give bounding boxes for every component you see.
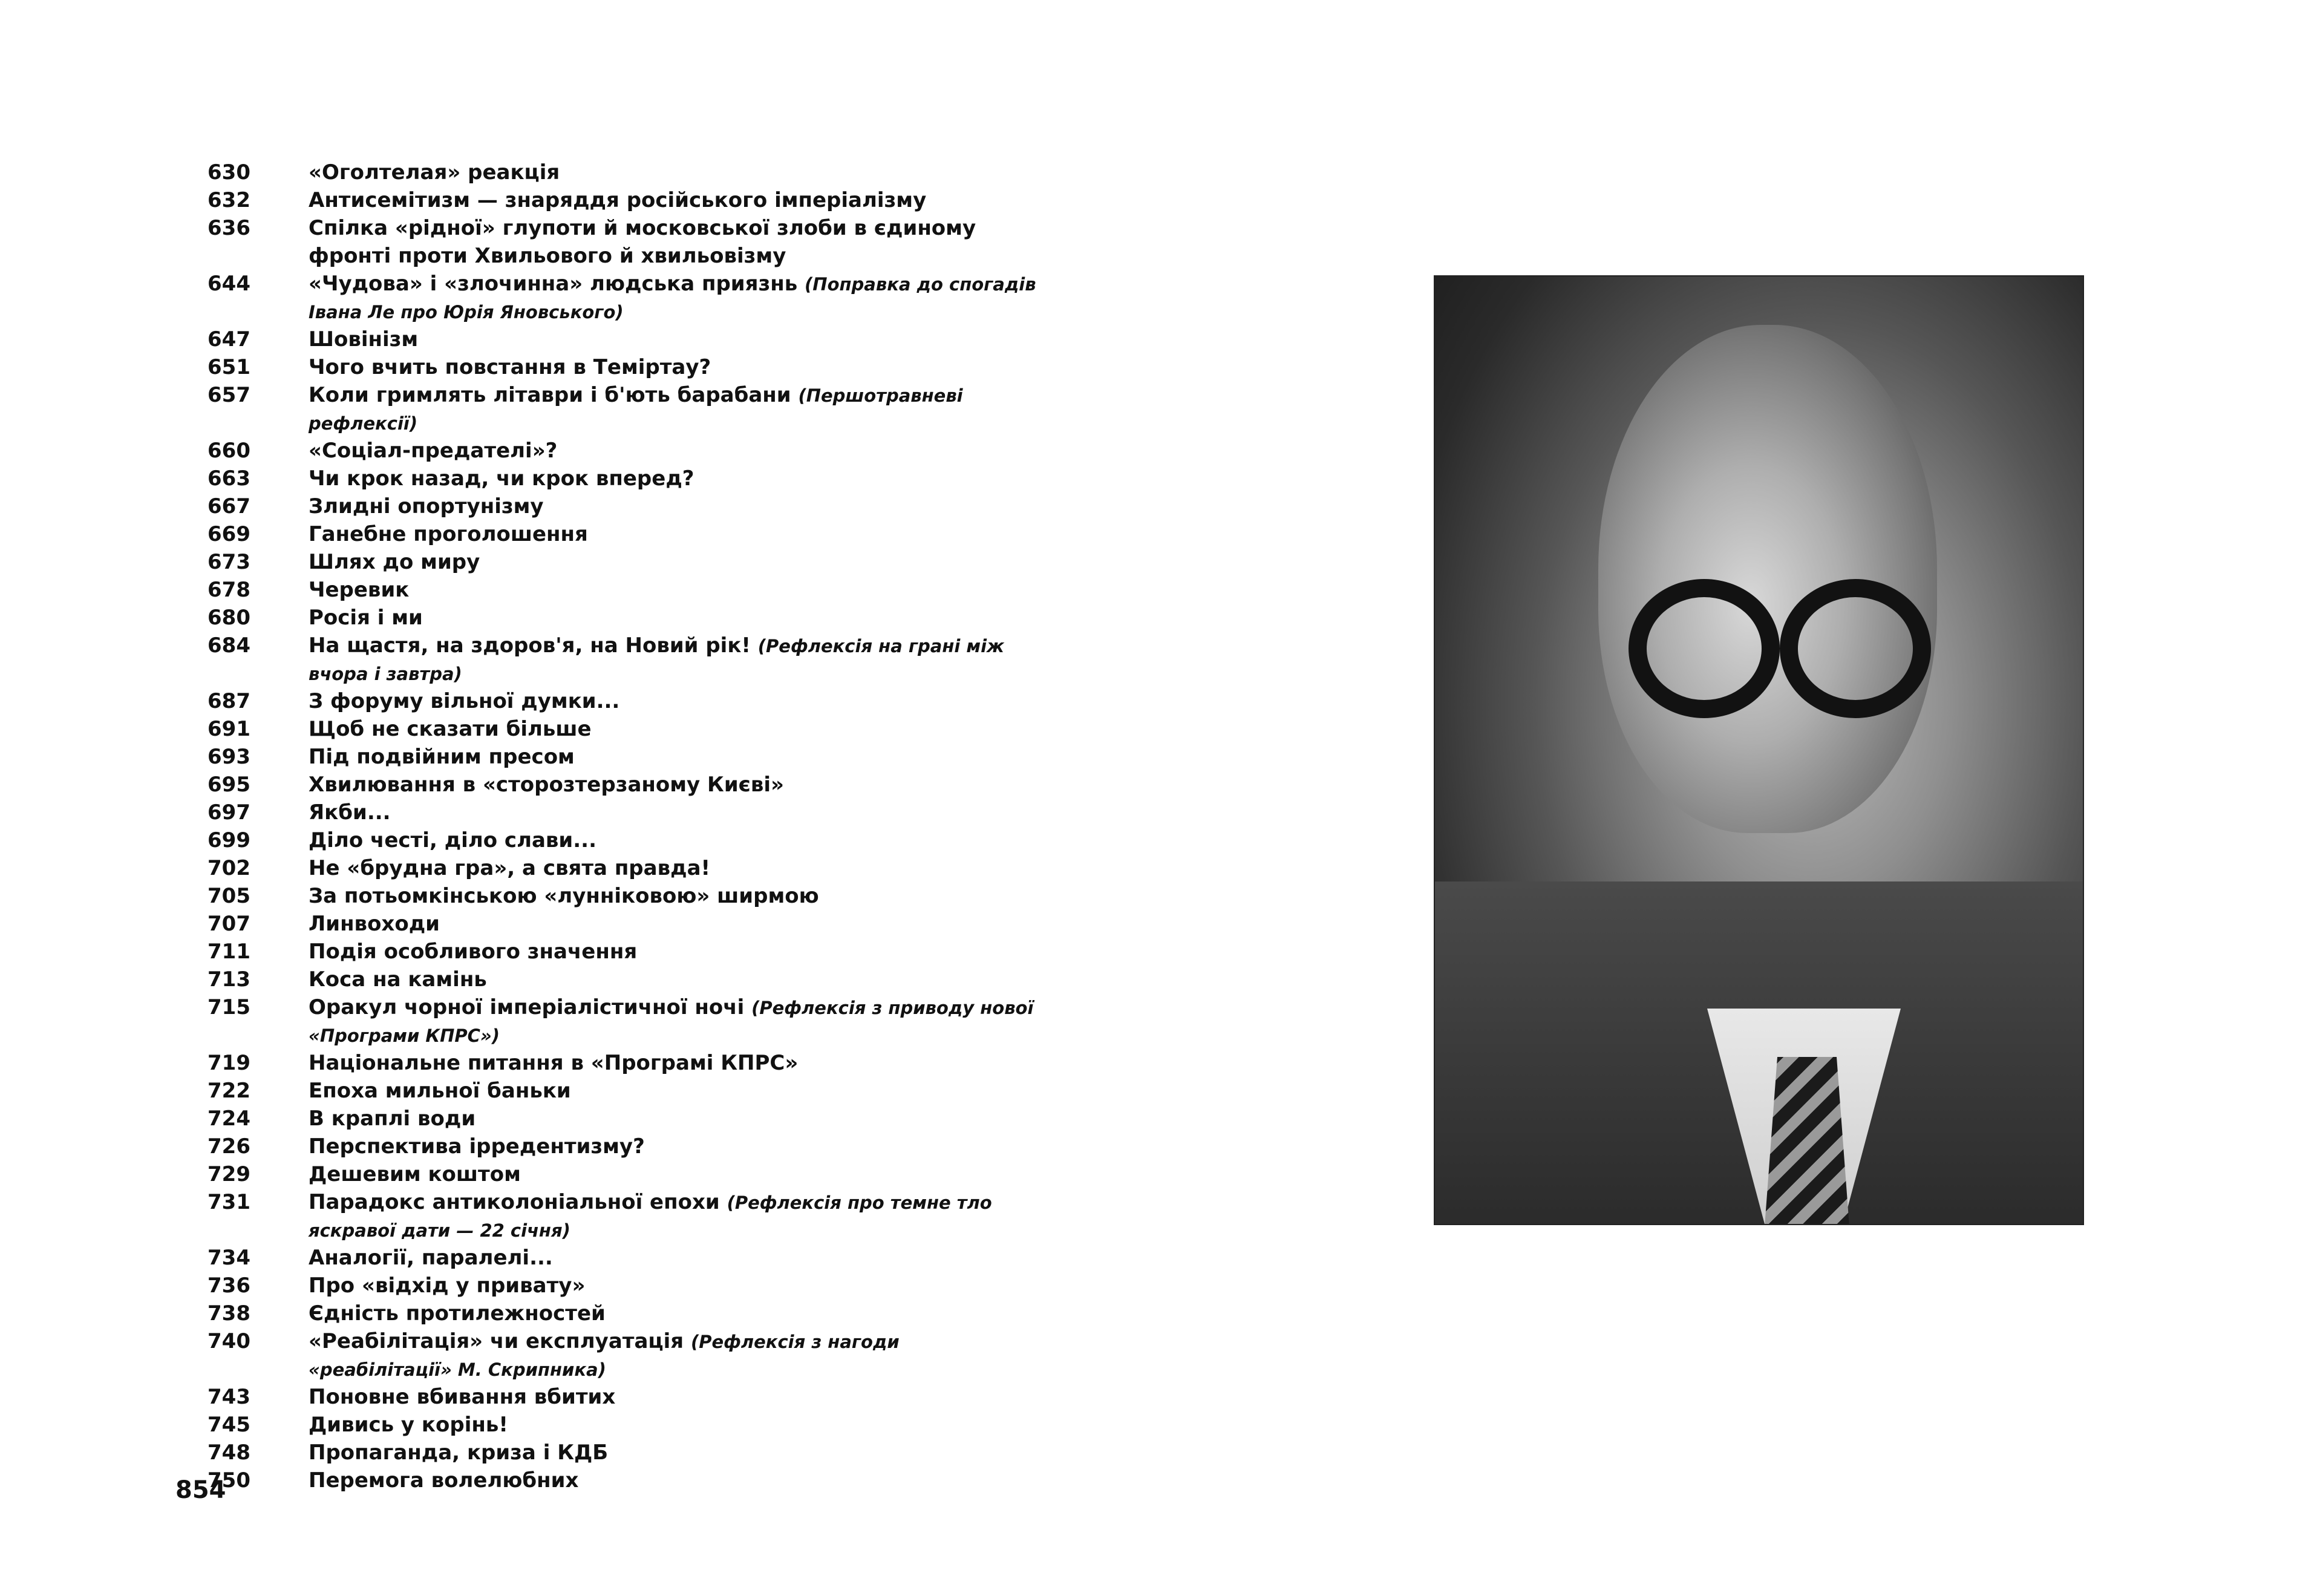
toc-title bbox=[309, 1244, 1036, 1272]
toc-title bbox=[309, 1188, 1036, 1244]
toc-title bbox=[309, 771, 1036, 799]
toc-title bbox=[309, 1077, 1036, 1105]
toc-subtitle: (Рефлексія про темне тло яскравої дати — 22 січня) bbox=[309, 1192, 992, 1241]
toc-title bbox=[309, 1272, 1036, 1300]
toc-page-number: 669 bbox=[207, 522, 250, 546]
toc-page-number: 695 bbox=[207, 773, 250, 797]
toc-entry bbox=[207, 743, 1036, 771]
toc-title-text: Епоха мильної баньки bbox=[309, 1079, 571, 1103]
toc-page-number: 630 bbox=[207, 160, 250, 185]
toc-page-number: 657 bbox=[207, 383, 250, 407]
toc-page-number: 743 bbox=[207, 1385, 250, 1409]
toc-page-number: 707 bbox=[207, 912, 250, 936]
toc-page-number: 731 bbox=[207, 1190, 250, 1214]
toc-entry bbox=[207, 270, 1036, 325]
toc-title bbox=[309, 910, 1036, 938]
toc-entry bbox=[207, 1188, 1036, 1244]
toc-page-number: 644 bbox=[207, 272, 250, 296]
toc-title bbox=[309, 325, 1036, 353]
toc-page-number: 750 bbox=[207, 1468, 250, 1493]
toc-title bbox=[309, 1133, 1036, 1160]
toc-title bbox=[309, 353, 1036, 381]
toc-title-text: В краплі води bbox=[309, 1107, 476, 1131]
toc-page-number: 722 bbox=[207, 1079, 250, 1103]
toc-title bbox=[309, 1160, 1036, 1188]
toc-title bbox=[309, 1327, 1036, 1383]
toc-page-number: 667 bbox=[207, 494, 250, 518]
toc-title bbox=[309, 604, 1036, 632]
toc-title-text: Якби... bbox=[309, 800, 391, 825]
toc-title-text: Пропаганда, криза і КДБ bbox=[309, 1441, 609, 1465]
toc-title-text: Подія особливого значення bbox=[309, 940, 638, 964]
toc-title bbox=[309, 1383, 1036, 1411]
toc-title-text: Єдність протилежностей bbox=[309, 1301, 606, 1326]
toc-page-number: 705 bbox=[207, 884, 250, 908]
toc-title bbox=[309, 437, 1036, 465]
toc-entry bbox=[207, 604, 1036, 632]
toc-entry bbox=[207, 826, 1036, 854]
toc-entry bbox=[207, 1411, 1036, 1439]
toc-title bbox=[309, 687, 1036, 715]
toc-page-number: 713 bbox=[207, 967, 250, 992]
toc-title bbox=[309, 1105, 1036, 1133]
toc-title-text: Антисемітизм — знаряддя російського імперіалізму bbox=[309, 188, 927, 212]
toc-title-text: Линвоходи bbox=[309, 912, 440, 936]
toc-title-text: Перспектива ірредентизму? bbox=[309, 1134, 645, 1159]
toc-entry bbox=[207, 1160, 1036, 1188]
toc-page-number: 684 bbox=[207, 633, 250, 658]
toc-entry bbox=[207, 1327, 1036, 1383]
toc-entry bbox=[207, 186, 1036, 214]
toc-entry bbox=[207, 520, 1036, 548]
toc-title-text: За потьомкінською «лунніковою» ширмою bbox=[309, 884, 819, 908]
toc-subtitle: (Рефлексія на грані між вчора і завтра) bbox=[309, 636, 1004, 684]
toc-entry bbox=[207, 353, 1036, 381]
toc-title bbox=[309, 826, 1036, 854]
toc-entry bbox=[207, 1383, 1036, 1411]
toc-entry bbox=[207, 381, 1036, 437]
toc-page-number: 736 bbox=[207, 1274, 250, 1298]
toc-page-number: 691 bbox=[207, 717, 250, 741]
toc-title-text: Парадокс антиколоніальної епохи bbox=[309, 1190, 720, 1214]
toc-title bbox=[309, 159, 1036, 186]
toc-page-number: 687 bbox=[207, 689, 250, 713]
toc-entry bbox=[207, 492, 1036, 520]
toc-page-number: 740 bbox=[207, 1329, 250, 1353]
toc-title bbox=[309, 1467, 1036, 1494]
toc-entry bbox=[207, 548, 1036, 576]
toc-page-number: 663 bbox=[207, 466, 250, 491]
toc-title-text: Аналогії, паралелі... bbox=[309, 1246, 553, 1270]
toc-title-text: Не «брудна гра», а свята правда! bbox=[309, 856, 711, 880]
toc-entry bbox=[207, 465, 1036, 492]
toc-title bbox=[309, 548, 1036, 576]
toc-title-text: Шлях до миру bbox=[309, 550, 480, 574]
toc-title-text: Чи крок назад, чи крок вперед? bbox=[309, 466, 694, 491]
toc-page-number: 651 bbox=[207, 355, 250, 379]
toc-title bbox=[309, 799, 1036, 826]
toc-entry bbox=[207, 966, 1036, 993]
toc-title-text: Перемога волелюбних bbox=[309, 1468, 579, 1493]
toc-title-text: З форуму вільної думки... bbox=[309, 689, 620, 713]
toc-entry bbox=[207, 1300, 1036, 1327]
toc-title bbox=[309, 1439, 1036, 1467]
portrait-tie bbox=[1765, 1057, 1849, 1225]
toc-title bbox=[309, 743, 1036, 771]
toc-title-text: Хвилювання в «сторозтерзаному Києві» bbox=[309, 773, 784, 797]
toc-page-number: 738 bbox=[207, 1301, 250, 1326]
toc-title-text: Під подвійним пресом bbox=[309, 745, 575, 769]
toc-page-number: 719 bbox=[207, 1051, 250, 1075]
toc-subtitle: (Рефлексія з приводу нової «Програми КПРС») bbox=[309, 998, 1034, 1046]
toc-page-number: 702 bbox=[207, 856, 250, 880]
toc-entry bbox=[207, 1077, 1036, 1105]
toc-title-text: «Соціал-предателі»? bbox=[309, 439, 558, 463]
toc-entry bbox=[207, 938, 1036, 966]
toc-title bbox=[309, 576, 1036, 604]
toc-subtitle: (Поправка до спогадів Івана Ле про Юрія Яновського) bbox=[309, 274, 1036, 322]
toc-title bbox=[309, 186, 1036, 214]
toc-entry bbox=[207, 854, 1036, 882]
portrait-head bbox=[1598, 325, 1937, 833]
toc-subtitle: (Рефлексія з нагоди «реабілітації» М. Скрипника) bbox=[309, 1332, 900, 1380]
toc-title bbox=[309, 214, 1036, 270]
toc-title bbox=[309, 381, 1036, 437]
toc-title-text: Чого вчить повстання в Теміртау? bbox=[309, 355, 711, 379]
toc-entry bbox=[207, 715, 1036, 743]
toc-page-number: 660 bbox=[207, 439, 250, 463]
toc-page-number: 715 bbox=[207, 995, 250, 1019]
toc-page-number: 729 bbox=[207, 1162, 250, 1186]
toc-title-text: Спілка «рідної» глупоти й московської злоби в єдиному фронті проти Хвильового й хвильовізму bbox=[309, 216, 976, 268]
toc-title-text: Оракул чорної імперіалістичної ночі bbox=[309, 995, 745, 1019]
toc-title-text: Щоб не сказати більше bbox=[309, 717, 592, 741]
toc-page-number: 748 bbox=[207, 1441, 250, 1465]
toc-page-number: 632 bbox=[207, 188, 250, 212]
toc-title-text: Ганебне проголошення bbox=[309, 522, 588, 546]
toc-title bbox=[309, 270, 1036, 325]
toc-page-number: 699 bbox=[207, 828, 250, 852]
toc-title-text: Шовінізм bbox=[309, 327, 419, 352]
toc-title-text: «Оголтелая» реакція bbox=[309, 160, 560, 185]
toc-title-text: Дешевим коштом bbox=[309, 1162, 521, 1186]
toc-page-number: 724 bbox=[207, 1107, 250, 1131]
toc-entry bbox=[207, 687, 1036, 715]
toc-title-text: Черевик bbox=[309, 578, 410, 602]
toc-title bbox=[309, 966, 1036, 993]
toc-page-number: 745 bbox=[207, 1413, 250, 1437]
toc-title bbox=[309, 854, 1036, 882]
toc-title-text: Діло честі, діло слави... bbox=[309, 828, 596, 852]
toc-title bbox=[309, 1300, 1036, 1327]
toc-entry bbox=[207, 993, 1036, 1049]
toc-title-text: Злидні опортунізму bbox=[309, 494, 544, 518]
toc-title bbox=[309, 938, 1036, 966]
toc-title-text: Росія і ми bbox=[309, 606, 423, 630]
toc-page-number: 680 bbox=[207, 606, 250, 630]
toc-entry bbox=[207, 576, 1036, 604]
toc-title bbox=[309, 520, 1036, 548]
toc-entry bbox=[207, 1272, 1036, 1300]
toc-title-text: «Чудова» і «злочинна» людська приязнь bbox=[309, 272, 798, 296]
toc-page-number: 726 bbox=[207, 1134, 250, 1159]
page-number: 854 bbox=[175, 1476, 226, 1504]
toc-entry bbox=[207, 771, 1036, 799]
toc-entry bbox=[207, 214, 1036, 270]
toc-entry bbox=[207, 437, 1036, 465]
toc-entry bbox=[207, 159, 1036, 186]
toc-title bbox=[309, 715, 1036, 743]
toc-title-text: «Реабілітація» чи експлуатація bbox=[309, 1329, 684, 1353]
toc-title bbox=[309, 492, 1036, 520]
toc-entry bbox=[207, 882, 1036, 910]
glasses-right-lens bbox=[1780, 579, 1931, 718]
toc-entry bbox=[207, 1133, 1036, 1160]
toc-entry bbox=[207, 632, 1036, 687]
toc-page-number: 734 bbox=[207, 1246, 250, 1270]
toc-entry bbox=[207, 799, 1036, 826]
toc-title-text: Поновне вбивання вбитих bbox=[309, 1385, 616, 1409]
glasses-left-lens bbox=[1629, 579, 1780, 718]
toc-title-text: На щастя, на здоров'я, на Новий рік! bbox=[309, 633, 751, 658]
toc-entry bbox=[207, 325, 1036, 353]
toc-title-text: Національне питання в «Програмі КПРС» bbox=[309, 1051, 799, 1075]
toc-entry bbox=[207, 1467, 1036, 1494]
toc-page-number: 693 bbox=[207, 745, 250, 769]
table-of-contents bbox=[207, 159, 1036, 1494]
toc-title-text: Коса на камінь bbox=[309, 967, 487, 992]
toc-title bbox=[309, 993, 1036, 1049]
toc-title bbox=[309, 882, 1036, 910]
toc-title-text: Про «відхід у привату» bbox=[309, 1274, 586, 1298]
toc-page-number: 673 bbox=[207, 550, 250, 574]
toc-entry bbox=[207, 1439, 1036, 1467]
toc-page-number: 678 bbox=[207, 578, 250, 602]
toc-entry bbox=[207, 1105, 1036, 1133]
toc-title bbox=[309, 1411, 1036, 1439]
toc-entry bbox=[207, 910, 1036, 938]
toc-page-number: 697 bbox=[207, 800, 250, 825]
toc-entry bbox=[207, 1049, 1036, 1077]
toc-title bbox=[309, 465, 1036, 492]
toc-page-number: 711 bbox=[207, 940, 250, 964]
toc-title-text: Дивись у корінь! bbox=[309, 1413, 508, 1437]
toc-subtitle: (Першотравневі рефлексії) bbox=[309, 385, 963, 434]
author-portrait-photo bbox=[1434, 275, 2084, 1225]
toc-page-number: 636 bbox=[207, 216, 250, 240]
toc-page-number: 647 bbox=[207, 327, 250, 352]
toc-title bbox=[309, 632, 1036, 687]
toc-entry bbox=[207, 1244, 1036, 1272]
toc-title bbox=[309, 1049, 1036, 1077]
toc-title-text: Коли гримлять літаври і б'ють барабани bbox=[309, 383, 791, 407]
